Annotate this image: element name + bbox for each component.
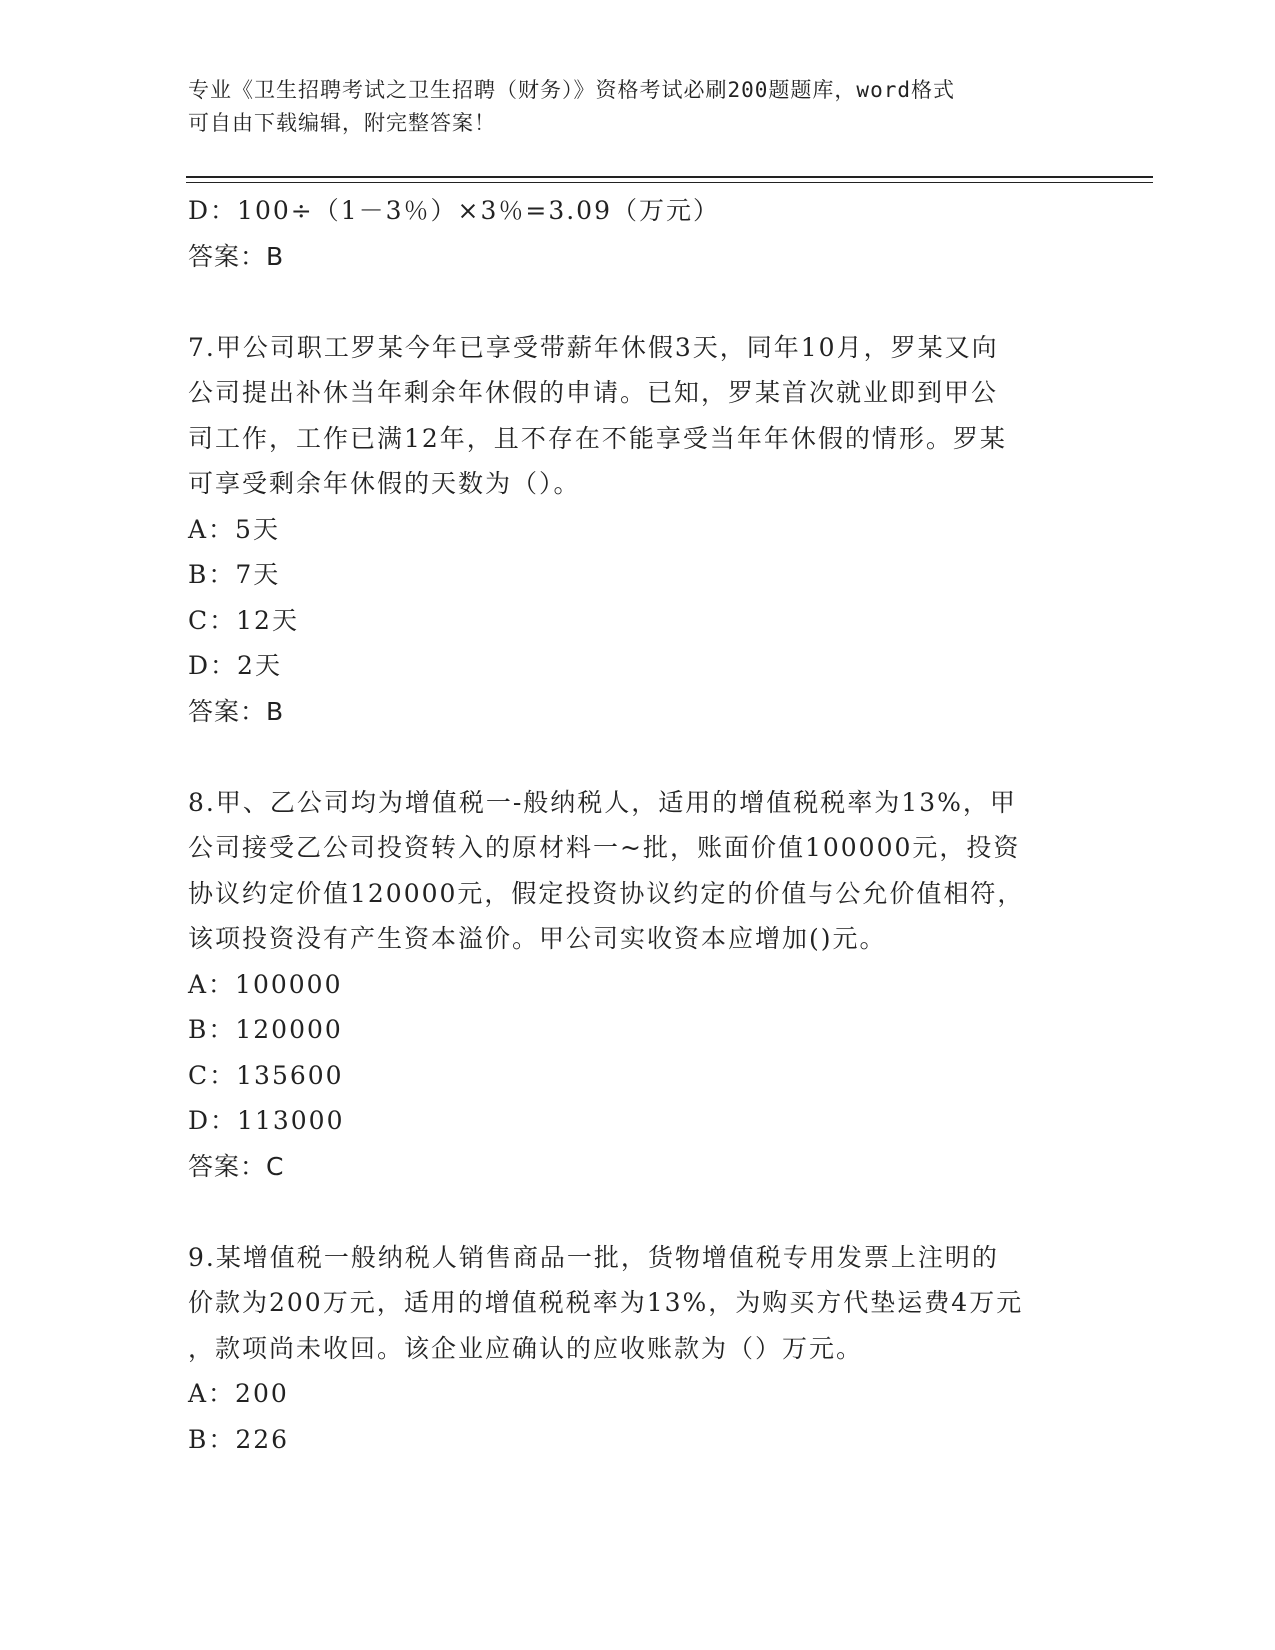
- question-9-option-a: A：200: [188, 1379, 289, 1408]
- question-8-option-d: D：113000: [188, 1106, 345, 1135]
- document-header: [188, 74, 1088, 140]
- prev-option-d: D：100÷（1－3％）×3％=3.09（万元）: [188, 196, 720, 225]
- question-8-option-b: B：120000: [188, 1015, 343, 1044]
- header-line-1: 专业《卫生招聘考试之卫生招聘（财务）》资格考试必刷200题题库，word格式: [188, 78, 955, 102]
- question-7-line: 公司提出补休当年剩余年休假的申请。已知，罗某首次就业即到甲公: [188, 378, 999, 407]
- question-7: [188, 325, 1088, 735]
- question-9: [188, 1235, 1088, 1463]
- question-8-option-c: C：135600: [188, 1060, 344, 1090]
- header-line-2: 可自由下载编辑，附完整答案！: [188, 111, 496, 135]
- question-7-option-c: C：12天: [188, 605, 299, 635]
- question-7-line: 7.甲公司职工罗某今年已享受带薪年休假3天，同年10月，罗某又向: [188, 332, 999, 362]
- question-7-option-b: B：7天: [188, 560, 281, 589]
- question-8: [188, 780, 1088, 1190]
- question-8-answer: 答案：C: [188, 1151, 285, 1181]
- question-7-line: 可享受剩余年休假的天数为（）。: [188, 469, 581, 498]
- question-8-line: 该项投资没有产生资本溢价。甲公司实收资本应增加()元。: [188, 924, 887, 953]
- question-9-line: 9.某增值税一般纳税人销售商品一批，货物增值税专用发票上注明的: [188, 1242, 999, 1272]
- question-9-line: ，款项尚未收回。该企业应确认的应收账款为（）万元。: [188, 1333, 864, 1363]
- question-7-line: 司工作，工作已满12年，且不存在不能享受当年年休假的情形。罗某: [188, 423, 1007, 453]
- question-7-answer: 答案：B: [188, 696, 285, 726]
- question-8-line: 8.甲、乙公司均为增值税一-般纳税人，适用的增值税税率为13%，甲: [188, 787, 1017, 817]
- header-rule-thin: [186, 182, 1153, 183]
- question-8-line: 公司接受乙公司投资转入的原材料一~批，账面价值100000元，投资: [188, 833, 1021, 862]
- question-7-option-d: D：2天: [188, 651, 282, 680]
- question-9-option-b: B：226: [188, 1424, 290, 1454]
- question-8-line: 协议约定价值120000元，假定投资协议约定的价值与公允价值相符，: [188, 878, 1025, 908]
- question-8-option-a: A：100000: [188, 969, 343, 999]
- document-body: [188, 188, 1088, 1462]
- question-7-option-a: A：5天: [188, 514, 280, 544]
- prev-answer: 答案：B: [188, 241, 285, 271]
- header-rule-thick: [186, 176, 1153, 178]
- question-9-line: 价款为200万元，适用的增值税税率为13%，为购买方代垫运费4万元: [188, 1288, 1024, 1317]
